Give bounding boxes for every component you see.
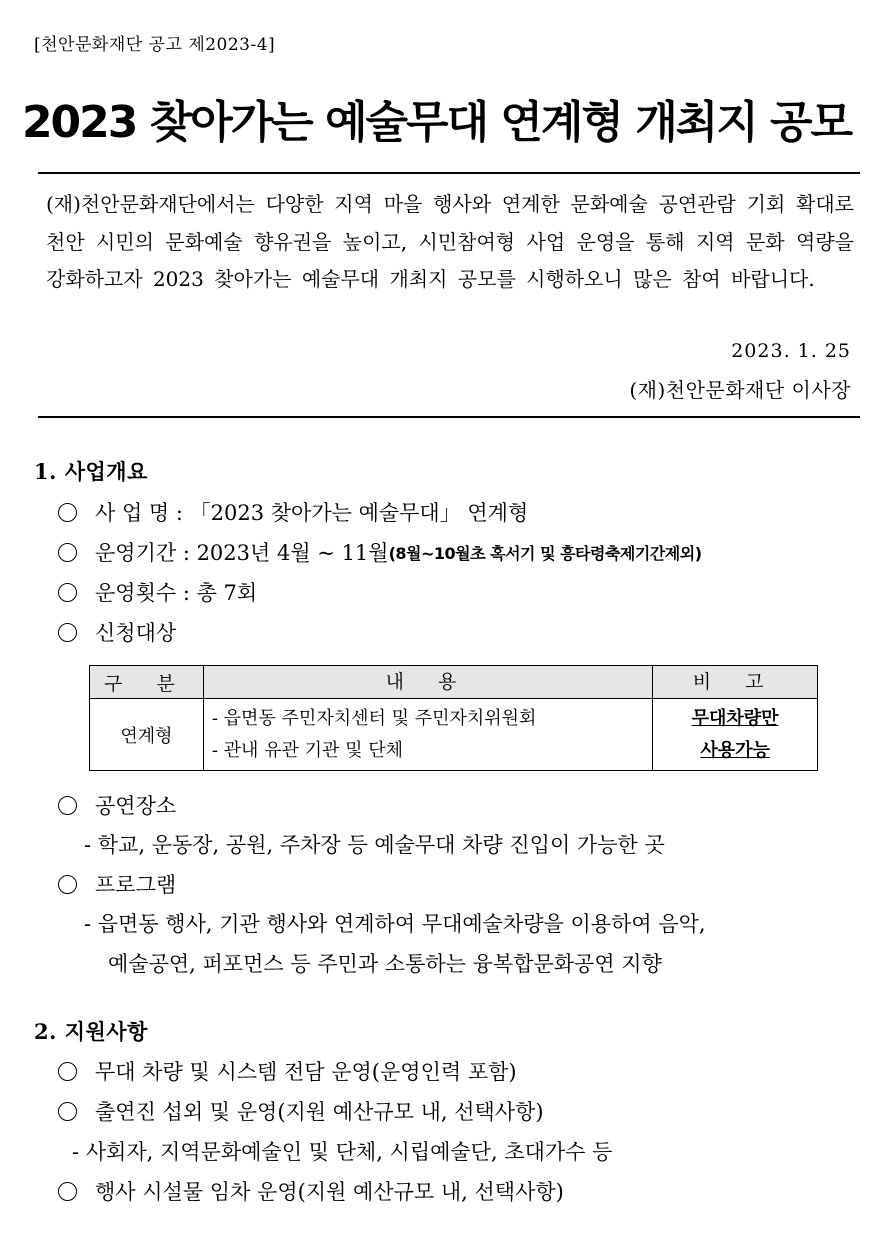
business-name-text: 사 업 명 : 「2023 찾아가는 예술무대」 연계형 — [95, 501, 529, 525]
business-name-item — [58, 497, 528, 527]
notice-signer: (재)천안문화재단 이사장 — [629, 378, 851, 402]
notice-number: [천안문화재단 공고 제2023-4] — [34, 35, 276, 55]
support-item-3-text: 행사 시설물 임차 운영(지원 예산규모 내, 선택사항) — [95, 1180, 564, 1204]
circle-bullet-icon — [58, 1102, 77, 1121]
table-header-row — [90, 666, 818, 699]
program-detail-line-1: - 읍면동 행사, 기관 행사와 연계하여 무대예술차량을 이용하여 음악, — [84, 912, 706, 936]
bottom-divider — [38, 416, 860, 418]
circle-bullet-icon — [58, 1062, 77, 1081]
support-item-1-text: 무대 차량 및 시스템 전담 운영(운영인력 포함) — [95, 1060, 517, 1084]
row-type-cell: 연계형 — [90, 699, 204, 771]
count-text: 운영횟수 : 총 7회 — [95, 581, 258, 605]
table-header-category: 구 분 — [90, 666, 204, 699]
venue-label: 공연장소 — [95, 794, 177, 818]
section-1-title: 1. 사업개요 — [34, 459, 148, 484]
document-title: 2023 찾아가는 예술무대 연계형 개최지 공모 — [21, 97, 852, 148]
venue-detail: - 학교, 운동장, 공원, 주차장 등 예술무대 차량 진입이 가능한 곳 — [84, 833, 665, 857]
row-content-line: - 관내 유관 기관 및 단체 — [211, 739, 404, 761]
target-label: 신청대상 — [95, 621, 177, 645]
table-header-content: 내 용 — [203, 666, 652, 699]
support-item-2-text: 출연진 섭외 및 운영(지원 예산규모 내, 선택사항) — [95, 1100, 544, 1124]
row-note-cell — [653, 699, 818, 771]
support-item-2 — [58, 1096, 544, 1126]
table-header-note: 비 고 — [653, 666, 818, 699]
venue-item — [58, 790, 176, 820]
notice-date: 2023. 1. 25 — [731, 340, 851, 362]
period-text: 운영기간 : 2023년 4월 ~ 11월 — [95, 541, 389, 565]
period-note: (8월~10월초 혹서기 및 흥타령축제기간제외) — [388, 543, 702, 563]
program-label: 프로그램 — [95, 873, 177, 897]
circle-bullet-icon — [58, 796, 77, 815]
row-note-line: 사용가능 — [700, 739, 770, 761]
row-content-line: - 읍면동 주민자치센터 및 주민자치위원회 — [211, 707, 537, 729]
circle-bullet-icon — [58, 503, 77, 522]
circle-bullet-icon — [58, 583, 77, 602]
count-item — [58, 577, 257, 607]
program-item — [58, 869, 176, 899]
circle-bullet-icon — [58, 875, 77, 894]
support-item-2-detail: - 사회자, 지역문화예술인 및 단체, 시립예술단, 초대가수 등 — [72, 1140, 613, 1164]
target-table — [89, 665, 818, 771]
circle-bullet-icon — [58, 543, 77, 562]
table-row — [90, 699, 818, 771]
top-divider — [38, 172, 860, 174]
period-item — [58, 537, 702, 567]
target-item — [58, 617, 176, 647]
intro-paragraph: (재)천안문화재단에서는 다양한 지역 마을 행사와 연계한 문화예술 공연관람 기회 확대로 천안 시민의 문화예술 향유권을 높이고, 시민참여형 사업 운영을 통해 지역 문화 역량을 강화하고자 2023 찾아가는 예술무대 개최지 공모를 시행하오니 많은 참여 바랍니다. — [46, 192, 854, 291]
row-note-line: 무대차량만 — [691, 707, 779, 729]
support-item-1 — [58, 1056, 517, 1086]
section-2-title: 2. 지원사항 — [34, 1019, 148, 1044]
program-detail-line-2: 예술공연, 퍼포먼스 등 주민과 소통하는 융복합문화공연 지향 — [108, 952, 662, 976]
circle-bullet-icon — [58, 1182, 77, 1201]
circle-bullet-icon — [58, 623, 77, 642]
support-item-3 — [58, 1176, 564, 1206]
row-content-cell — [203, 699, 652, 771]
